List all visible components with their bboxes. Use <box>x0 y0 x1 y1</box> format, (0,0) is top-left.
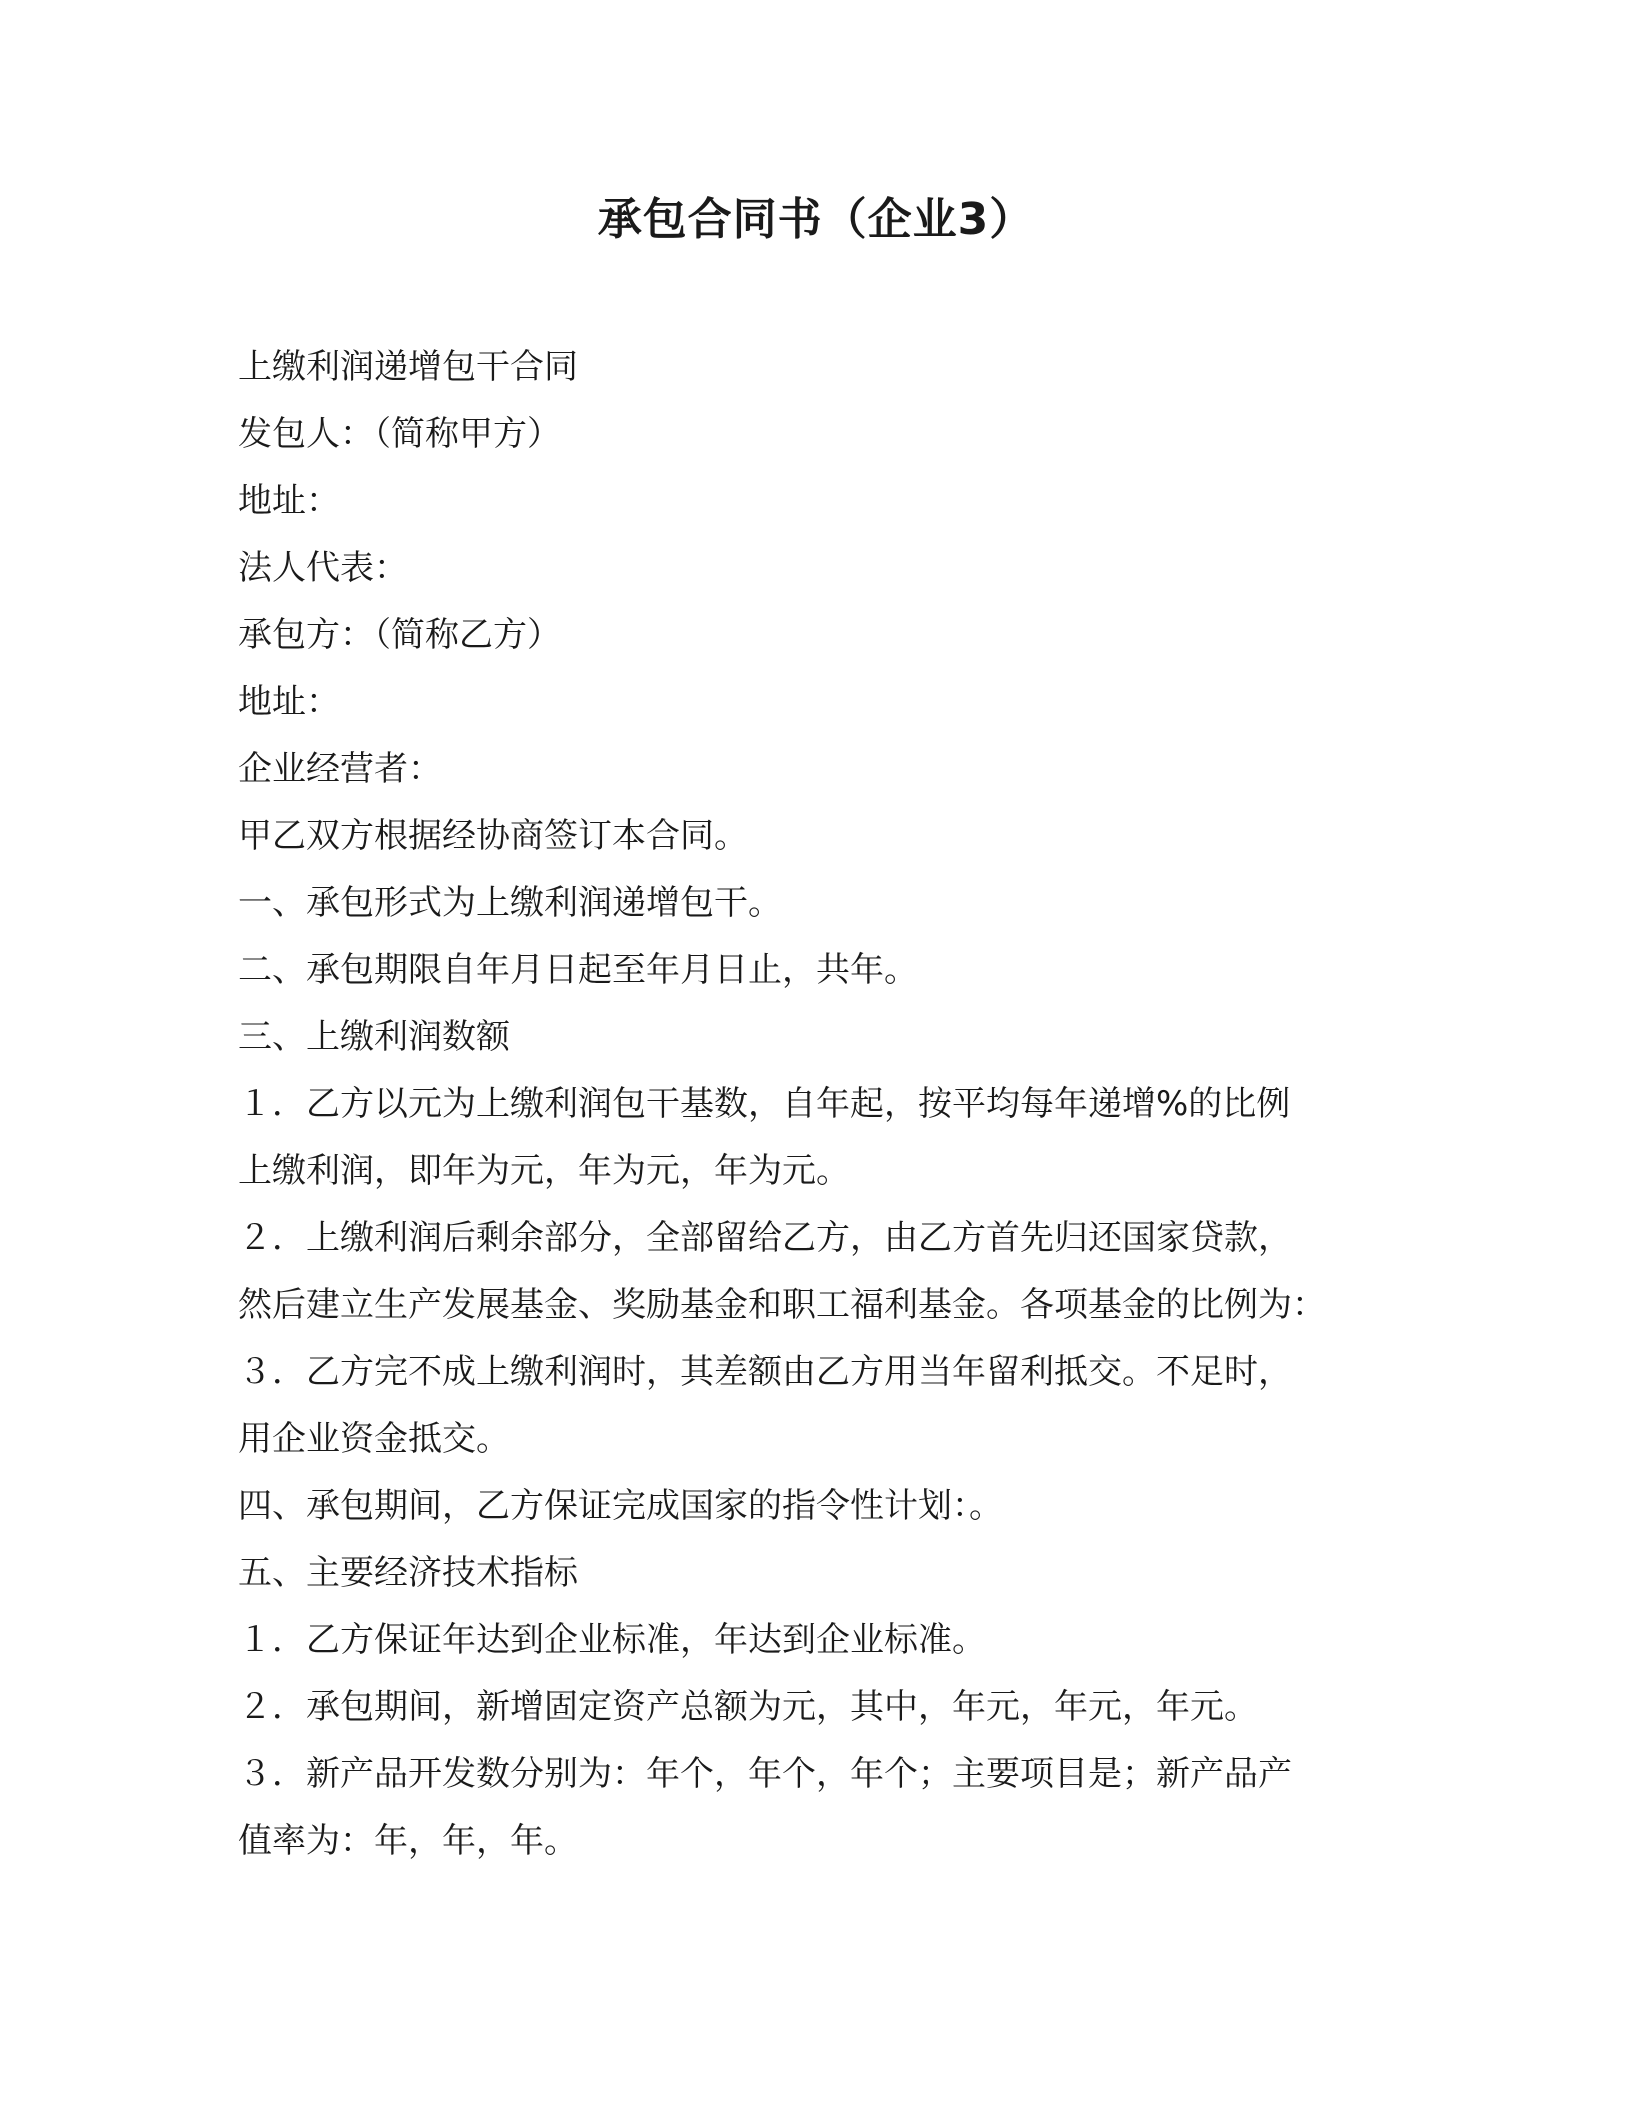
clause-3-item-2-cont: 然后建立生产发展基金、奖励基金和职工福利基金。各项基金的比例为： <box>238 1285 1326 1325</box>
document-body <box>238 334 1398 1875</box>
preamble: 甲乙双方根据经协商签订本合同。 <box>238 816 748 856</box>
document-title: 承包合同书（企业3） <box>597 194 1035 245</box>
clause-3-heading: 三、上缴利润数额 <box>238 1017 510 1057</box>
clause-4: 四、承包期间，乙方保证完成国家的指令性计划：。 <box>238 1486 1003 1526</box>
clause-3-item-3-cont: 用企业资金抵交。 <box>238 1419 510 1459</box>
clause-5-item-3: ３．新产品开发数分别为：年个，年个，年个；主要项目是；新产品产 <box>238 1754 1292 1794</box>
party-b-label: 承包方：（简称乙方） <box>238 615 561 655</box>
party-b-address: 地址： <box>238 682 340 722</box>
clause-3-item-1: １．乙方以元为上缴利润包干基数，自年起，按平均每年递增%的比例 <box>238 1084 1291 1124</box>
clause-5-heading: 五、主要经济技术指标 <box>238 1553 578 1593</box>
party-a-label: 发包人：（简称甲方） <box>238 414 561 454</box>
clause-3-item-3: ３．乙方完不成上缴利润时，其差额由乙方用当年留利抵交。不足时， <box>238 1352 1292 1392</box>
party-b-operator: 企业经营者： <box>238 749 442 789</box>
clause-5-item-1: １．乙方保证年达到企业标准，年达到企业标准。 <box>238 1620 986 1660</box>
clause-5-item-3-cont: 值率为：年，年，年。 <box>238 1821 578 1861</box>
clause-5-item-2: ２．承包期间，新增固定资产总额为元，其中，年元，年元，年元。 <box>238 1687 1258 1727</box>
clause-2: 二、承包期限自年月日起至年月日止，共年。 <box>238 950 918 990</box>
clause-1: 一、承包形式为上缴利润递增包干。 <box>238 883 782 923</box>
contract-subtitle: 上缴利润递增包干合同 <box>238 347 578 387</box>
clause-3-item-2: ２．上缴利润后剩余部分，全部留给乙方，由乙方首先归还国家贷款， <box>238 1218 1292 1258</box>
party-a-legal-rep: 法人代表： <box>238 548 408 588</box>
clause-3-item-1-cont: 上缴利润，即年为元，年为元，年为元。 <box>238 1151 850 1191</box>
party-a-address: 地址： <box>238 481 340 521</box>
